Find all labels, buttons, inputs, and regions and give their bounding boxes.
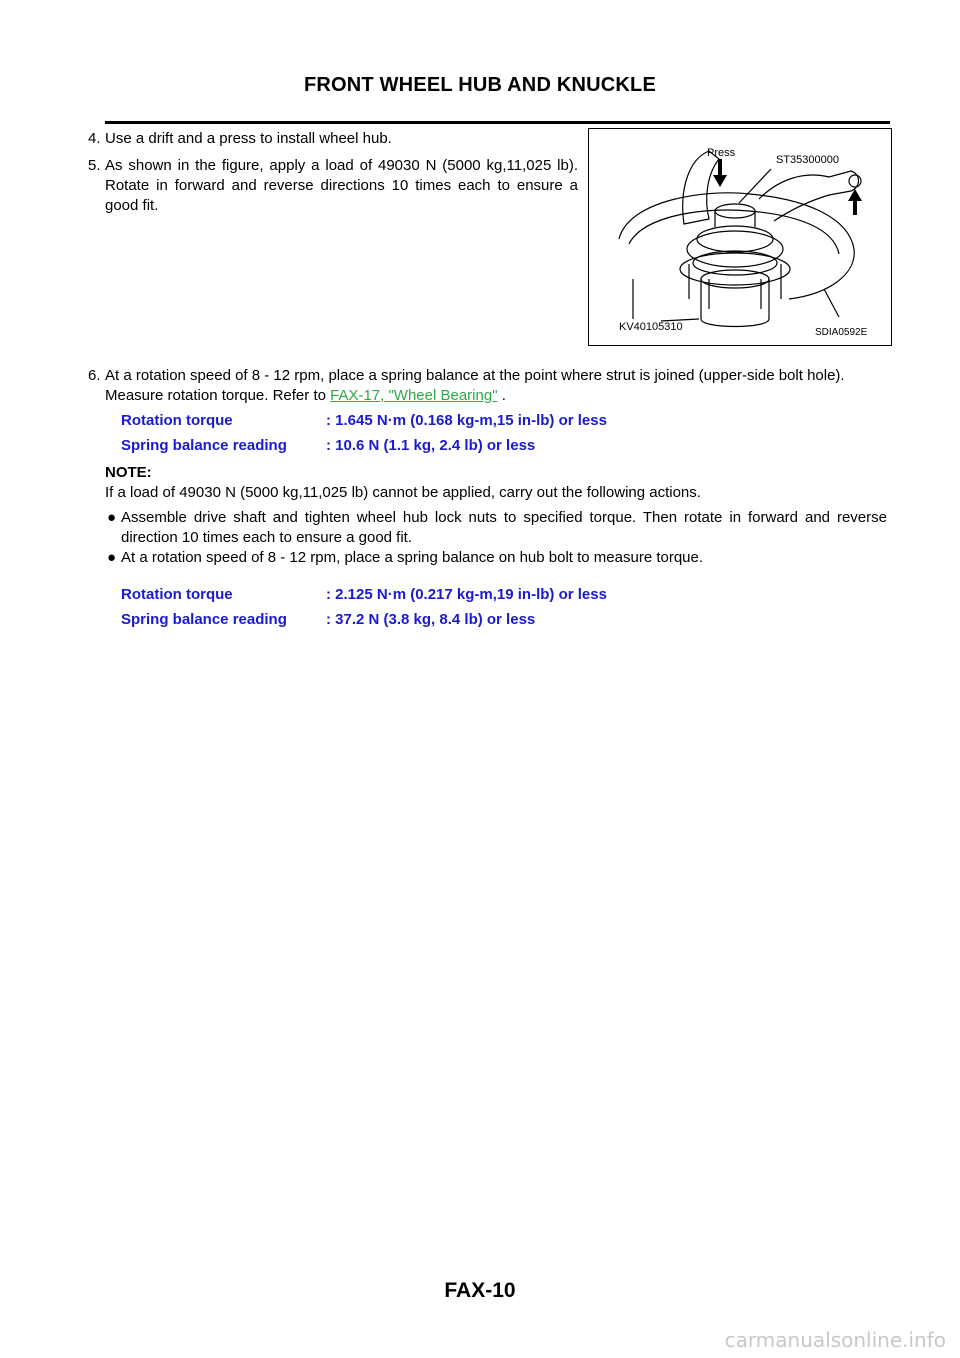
tool-number-top: ST35300000 [776,154,839,166]
spec-value: : 1.645 N·m (0.168 kg-m,15 in-lb) or less [326,412,607,429]
figure-code: SDIA0592E [815,327,868,338]
step-text: Use a drift and a press to install wheel hub. [105,130,392,147]
step-number: 6. [88,367,101,384]
spec-label: Spring balance reading [121,611,287,628]
spec-value: : 37.2 N (3.8 kg, 8.4 lb) or less [326,611,536,628]
step-6-text-end: . [497,387,506,404]
watermark: carmanualsonline.info [724,1328,946,1352]
spec-label: Rotation torque [121,412,233,429]
wheel-hub-press-figure [588,128,892,346]
page-title: FRONT WHEEL HUB AND KNUCKLE [303,74,657,96]
press-label: Press [707,147,736,159]
spec-value: : 2.125 N·m (0.217 kg-m,19 in-lb) or less [326,586,607,603]
note-bullet [107,508,887,548]
note-bullet [107,548,887,568]
step-6-text: At a rotation speed of 8 - 12 rpm, place a spring balance at the point where strut is joined (upper-side bolt hole). Measure rotation torque. Refer to [105,367,845,404]
tool-number-bottom: KV40105310 [619,321,683,333]
bullet-text: At a rotation speed of 8 - 12 rpm, place a spring balance on hub bolt to measure torque. [121,549,704,566]
step-number: 5. [88,157,101,174]
knuckle-hub-illustration [589,129,891,345]
step-text: As shown in the figure, apply a load of 49030 N (5000 kg,11,025 lb). Rotate in forward and reverse directions 10 times each to ensure a good fit. [105,157,578,214]
step-5 [88,156,578,216]
note-text: If a load of 49030 N (5000 kg,11,025 lb) cannot be applied, carry out the following actions. [105,484,701,501]
spec-label: Spring balance reading [121,437,287,454]
spec-row-spring-balance [121,437,821,457]
spec-value: : 10.6 N (1.1 kg, 2.4 lb) or less [326,437,536,454]
step-text [105,366,888,406]
bullet-icon: ● [107,549,117,566]
spec-label: Rotation torque [121,586,233,603]
spec-row-spring-balance [121,611,821,631]
step-6 [88,366,888,410]
wheel-bearing-reference-link[interactable]: FAX-17, "Wheel Bearing" [330,387,498,404]
spec-row-rotation-torque [121,412,821,432]
page-number: FAX-10 [444,1279,516,1302]
title-rule [105,121,890,124]
spec-row-rotation-torque [121,586,821,606]
note-heading: NOTE: [105,464,152,481]
bullet-text: Assemble drive shaft and tighten wheel hub lock nuts to specified torque. Then rotate in forward and reverse direction 10 times each to ensure a good fit. [121,509,887,546]
bullet-icon: ● [107,509,117,526]
step-number: 4. [88,130,101,147]
